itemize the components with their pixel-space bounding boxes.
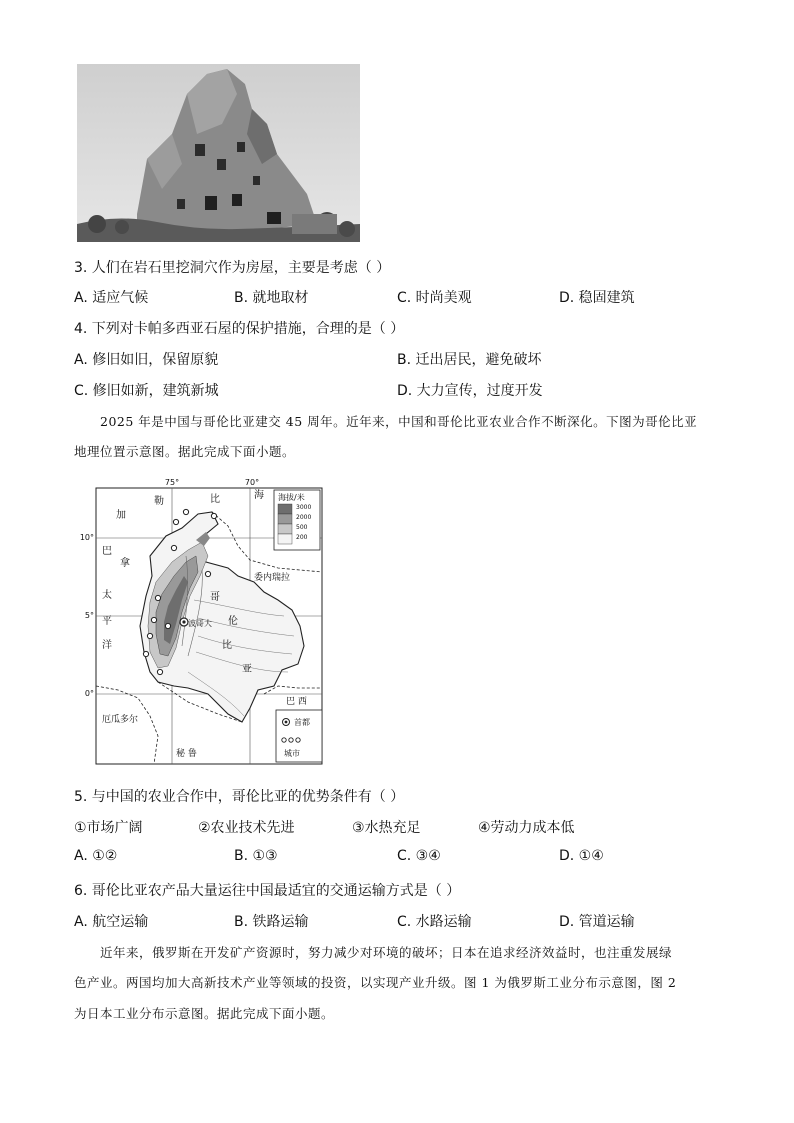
- q6-option-b[interactable]: B. 铁路运输: [234, 914, 309, 930]
- ocean-label-char: 洋: [102, 640, 112, 651]
- brazil-label: 巴 西: [286, 697, 307, 707]
- lon-label-75: 75°: [164, 478, 180, 487]
- ecuador-label: 厄瓜多尔: [102, 715, 139, 725]
- q4-option-d[interactable]: D. 大力宣传，过度开发: [397, 383, 543, 399]
- legend-value: 500: [296, 524, 308, 531]
- q6-option-a[interactable]: A. 航空运输: [74, 914, 149, 930]
- legend-value: 3000: [296, 504, 312, 511]
- city-marker: [171, 545, 176, 550]
- q6-stem: 6. 哥伦比亚农产品大量运往中国最适宜的交通运输方式是（ ）: [74, 883, 461, 899]
- colombia-label-char: 哥: [210, 592, 220, 603]
- ocean-label-char: 拿: [120, 558, 130, 569]
- q3-stem: 3. 人们在岩石里挖洞穴作为房屋，主要是考虑（ ）: [74, 260, 391, 276]
- ocean-label-char: 巴: [102, 546, 112, 557]
- q5-option-b[interactable]: B. ①③: [234, 848, 278, 864]
- lat-label-5: 5°: [84, 611, 94, 620]
- key-city-label: 城市: [284, 749, 300, 758]
- colombia-label-char: 伦: [228, 616, 238, 627]
- key-capital-label: 首都: [294, 718, 310, 727]
- legend-value: 2000: [296, 514, 312, 521]
- q5-stem: 5. 与中国的农业合作中，哥伦比亚的优势条件有（ ）: [74, 789, 405, 805]
- q4-option-a[interactable]: A. 修旧如旧，保留原貌: [74, 352, 219, 368]
- cave-dwelling-photo: [77, 64, 360, 242]
- q4-option-b[interactable]: B. 迁出居民，避免破坏: [397, 352, 542, 368]
- city-marker: [211, 513, 216, 518]
- q5-option-d[interactable]: D. ①④: [559, 848, 604, 864]
- q4-stem: 4. 下列对卡帕多西亚石屋的保护措施，合理的是（ ）: [74, 321, 405, 337]
- venezuela-label: 委内瑞拉: [254, 573, 291, 583]
- q5-option-c[interactable]: C. ③④: [397, 848, 441, 864]
- city-marker: [151, 617, 156, 622]
- legend-value: 200: [296, 534, 308, 541]
- sea-label-char: 比: [210, 494, 220, 505]
- q5-item-3: ③水热充足: [352, 820, 421, 836]
- sea-label-char: 海: [254, 490, 264, 501]
- city-marker: [165, 623, 170, 628]
- colombia-location-map: [78, 476, 334, 766]
- city-marker: [155, 595, 160, 600]
- sea-label-char: 加: [116, 510, 126, 521]
- lon-label-70: 70°: [244, 478, 260, 487]
- q3-option-b[interactable]: B. 就地取材: [234, 290, 309, 306]
- q6-option-d[interactable]: D. 管道运输: [559, 914, 635, 930]
- passage2-line3: 为日本工业分布示意图。据此完成下面小题。: [74, 1006, 335, 1021]
- city-marker: [143, 651, 148, 656]
- capital-label: 波哥大: [188, 619, 212, 628]
- lat-label-10: 10°: [79, 533, 94, 542]
- city-marker: [173, 519, 178, 524]
- city-marker: [205, 571, 210, 576]
- q5-item-1: ①市场广阔: [74, 820, 143, 836]
- ocean-label-char: 平: [102, 616, 112, 627]
- q4-option-c[interactable]: C. 修旧如新，建筑新城: [74, 383, 219, 399]
- city-marker: [157, 669, 162, 674]
- colombia-label-char: 亚: [242, 664, 252, 675]
- legend-title: 海拔/米: [278, 493, 305, 502]
- q3-option-d[interactable]: D. 稳固建筑: [559, 290, 635, 306]
- sea-label-char: 勒: [154, 496, 164, 507]
- q6-option-c[interactable]: C. 水路运输: [397, 914, 472, 930]
- city-marker: [147, 633, 152, 638]
- colombia-label-char: 比: [222, 640, 232, 651]
- peru-label: 秘 鲁: [176, 749, 197, 759]
- passage1-line1: 2025 年是中国与哥伦比亚建交 45 周年。近年来，中国和哥伦比亚农业合作不断深化。下图为哥伦比亚: [100, 414, 698, 429]
- ocean-label-char: 太: [102, 590, 112, 601]
- elevation-legend: [274, 490, 320, 550]
- q3-option-c[interactable]: C. 时尚美观: [397, 290, 472, 306]
- q3-option-a[interactable]: A. 适应气候: [74, 290, 149, 306]
- passage1-line2: 地理位置示意图。据此完成下面小题。: [74, 444, 296, 459]
- symbol-key: [276, 710, 322, 762]
- q5-option-a[interactable]: A. ①②: [74, 848, 118, 864]
- lat-label-0: 0°: [84, 689, 94, 698]
- q5-item-2: ②农业技术先进: [198, 820, 295, 836]
- q5-item-4: ④劳动力成本低: [478, 820, 575, 836]
- passage2-line2: 色产业。两国均加大高新技术产业等领域的投资，以实现产业升级。图 1 为俄罗斯工业分布示意图，图 2: [74, 975, 677, 990]
- passage2-line1: 近年来，俄罗斯在开发矿产资源时，努力减少对环境的破坏；日本在追求经济效益时，也注重发展绿: [100, 945, 673, 960]
- city-marker: [183, 509, 188, 514]
